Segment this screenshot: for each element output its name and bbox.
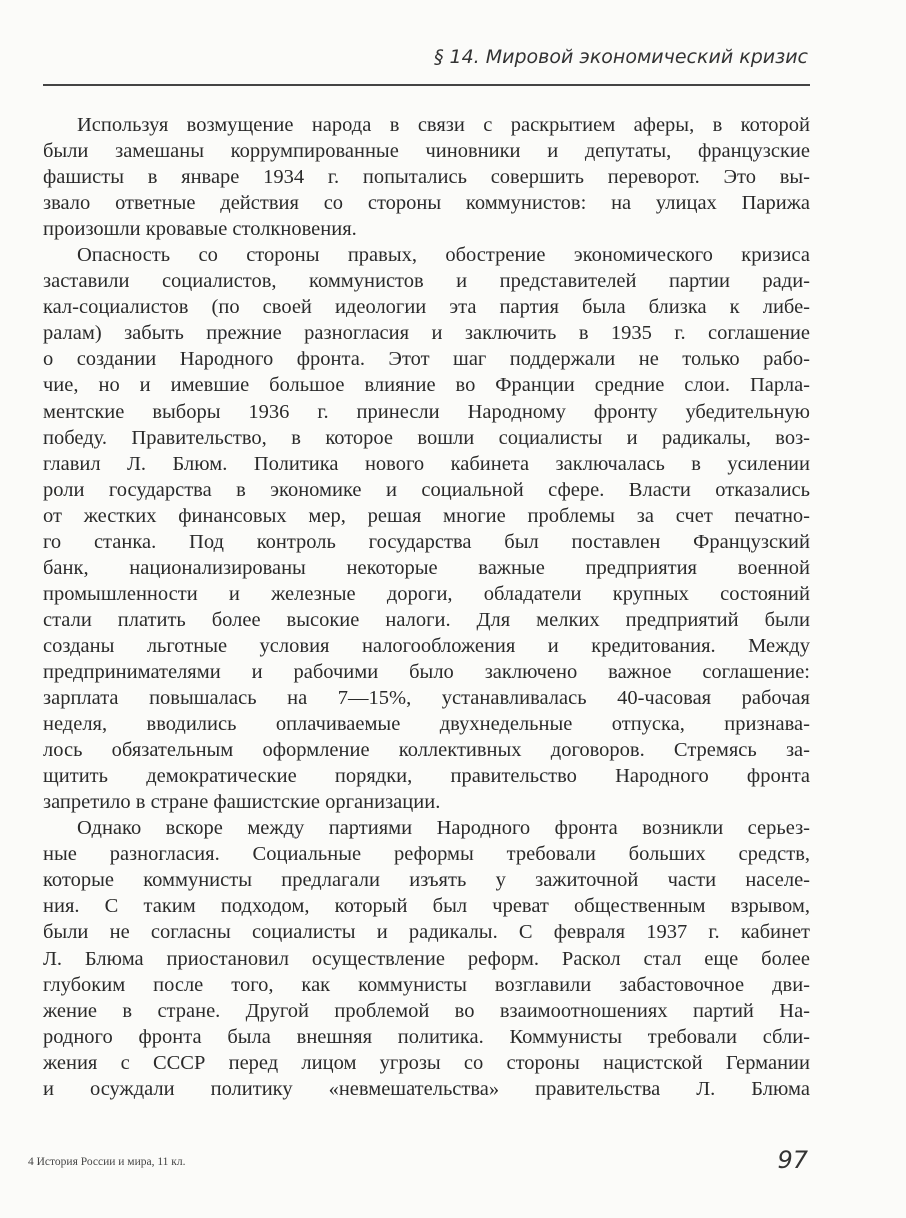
text-line: произошли кровавые столкновения.: [43, 218, 357, 241]
text-line: роли государства в экономике и социальной сфере. Власти отказались: [43, 478, 810, 501]
text-line: заставили социалистов, коммунистов и представителей партии ради-: [43, 270, 810, 293]
text-line: го станка. Под контроль государства был поставлен Французский: [43, 530, 810, 553]
text-line: щитить демократические порядки, правительство Народного фронта: [43, 765, 810, 788]
text-line: чие, но и имевшие большое влияние во Франции средние слои. Парла-: [43, 374, 810, 397]
page-number: 97: [777, 1146, 808, 1174]
text-line: зарплата повышалась на 7—15%, устанавливалась 40-часовая рабочая: [43, 687, 810, 710]
text-line: неделя, вводились оплачиваемые двухнедельные отпуска, признава-: [43, 713, 810, 736]
text-line: глубоким после того, как коммунисты возглавили забастовочное дви-: [43, 973, 810, 996]
text-line: стали платить более высокие налоги. Для мелких предприятий были: [43, 608, 810, 631]
footer-signature: 4 История России и мира, 11 кл.: [28, 1156, 186, 1168]
text-line: которые коммунисты предлагали изъять у зажиточной части населе-: [43, 869, 810, 892]
text-line: кал-социалистов (по своей идеологии эта партия была близка к либе-: [43, 296, 810, 319]
text-line: были не согласны социалисты и радикалы. С февраля 1937 г. кабинет: [43, 921, 810, 944]
text-line: Однако вскоре между партиями Народного фронта возникли серьез-: [77, 817, 810, 840]
text-line: фашисты в январе 1934 г. попытались совершить переворот. Это вы-: [43, 166, 810, 189]
text-line: Опасность со стороны правых, обострение экономического кризиса: [77, 244, 810, 267]
text-line: ния. С таким подходом, который был чреват общественным взрывом,: [43, 895, 810, 918]
paragraph: [43, 112, 810, 242]
text-line: лось обязательным оформление коллективных договоров. Стремясь за-: [43, 739, 810, 762]
body-text: [43, 112, 810, 1102]
text-line: ралам) забыть прежние разногласия и заключить в 1935 г. соглашение: [43, 322, 810, 345]
text-line: жения с СССР перед лицом угрозы со стороны нацистской Германии: [43, 1051, 810, 1074]
text-line: запретило в стране фашистские организации.: [43, 791, 441, 814]
text-line: предпринимателями и рабочими было заключено важное соглашение:: [43, 660, 810, 683]
text-line: созданы льготные условия налогообложения и кредитования. Между: [43, 634, 810, 657]
text-line: ментские выборы 1936 г. принесли Народному фронту убедительную: [43, 400, 810, 423]
text-line: от жестких финансовых мер, решая многие проблемы за счет печатно-: [43, 504, 810, 527]
text-line: звало ответные действия со стороны коммунистов: на улицах Парижа: [43, 192, 810, 215]
text-line: жение в стране. Другой проблемой во взаимоотношениях партий На-: [43, 999, 810, 1022]
text-line: о создании Народного фронта. Этот шаг поддержали не только рабо-: [43, 348, 810, 371]
text-line: были замешаны коррумпированные чиновники и депутаты, французские: [43, 140, 810, 163]
text-line: Л. Блюма приостановил осуществление реформ. Раскол стал еще более: [43, 947, 810, 970]
text-line: родного фронта была внешняя политика. Коммунисты требовали сбли-: [43, 1025, 810, 1048]
text-line: Используя возмущение народа в связи с раскрытием аферы, в которой: [77, 114, 810, 136]
paragraph: [43, 242, 810, 815]
header-rule: [43, 84, 810, 86]
text-line: банк, национализированы некоторые важные предприятия военной: [43, 556, 810, 579]
paragraph: [43, 815, 810, 1102]
running-header: § 14. Мировой экономический кризис: [433, 46, 808, 68]
text-line: победу. Правительство, в которое вошли социалисты и радикалы, воз-: [43, 426, 810, 449]
text-line: промышленности и железные дороги, обладатели крупных состояний: [43, 582, 810, 605]
text-line: главил Л. Блюм. Политика нового кабинета заключалась в усилении: [43, 452, 810, 475]
text-line: ные разногласия. Социальные реформы требовали больших средств,: [43, 843, 810, 866]
text-line: и осуждали политику «невмешательства» правительства Л. Блюма: [43, 1077, 810, 1100]
